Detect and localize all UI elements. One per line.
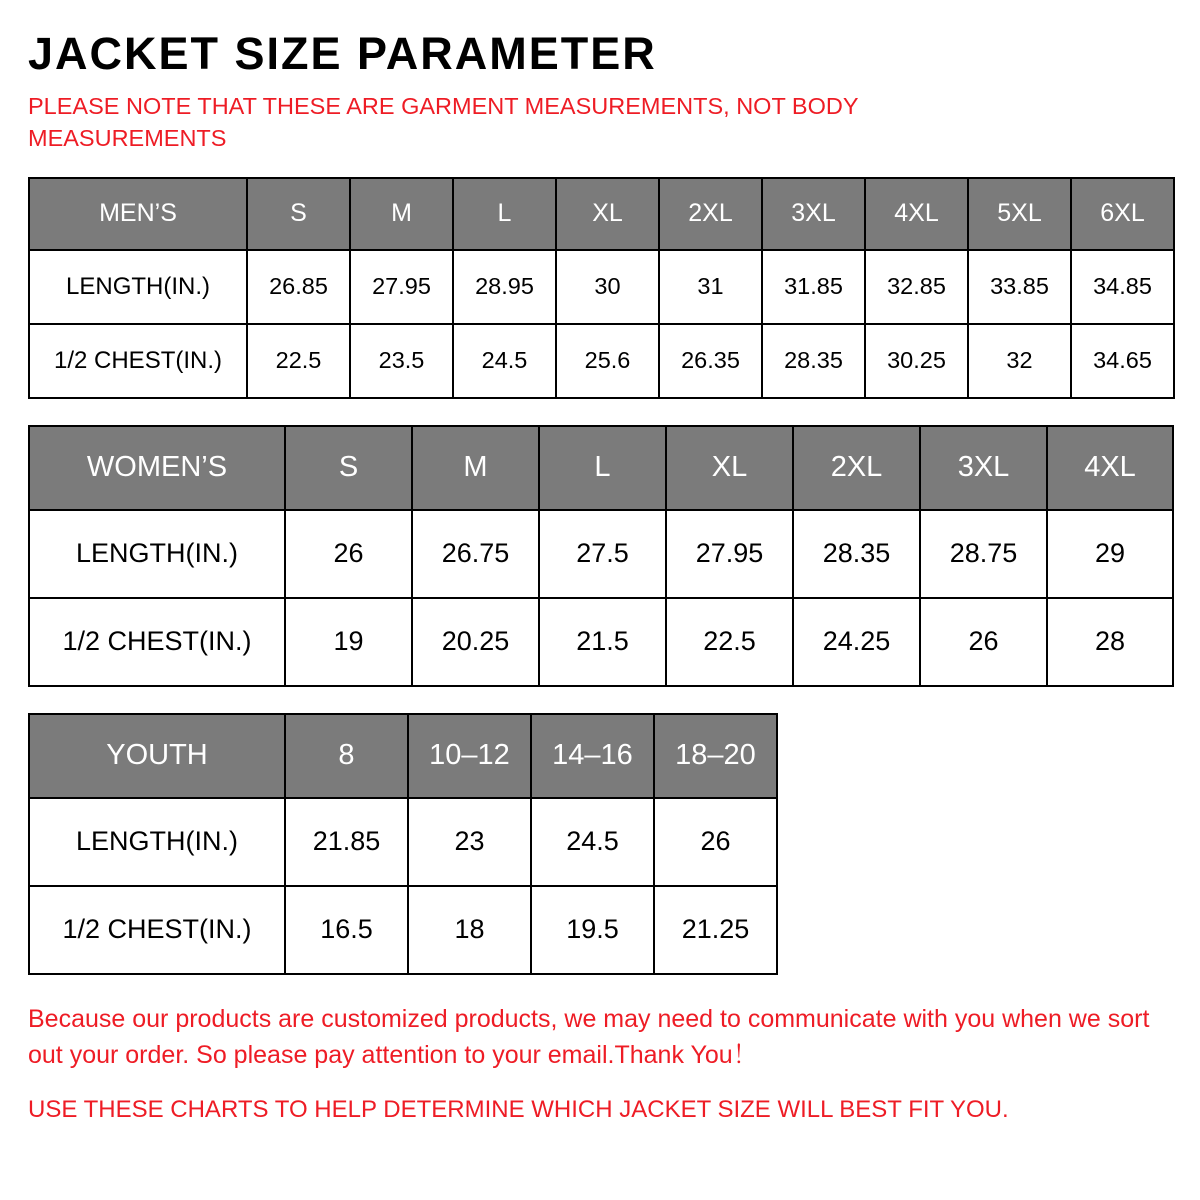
men-length-3xl: 31.85 [762, 250, 865, 324]
women-length-3xl: 28.75 [920, 510, 1047, 598]
men-header-m: M [350, 178, 453, 250]
women-chest-s: 19 [285, 598, 412, 686]
youth-chest-10-12: 18 [408, 886, 531, 974]
men-header-6xl: 6XL [1071, 178, 1174, 250]
youth-length-8: 21.85 [285, 798, 408, 886]
youth-header-10-12: 10–12 [408, 714, 531, 798]
womens-size-table [28, 425, 1174, 687]
women-header-4xl: 4XL [1047, 426, 1173, 510]
men-header-s: S [247, 178, 350, 250]
women-header-3xl: 3XL [920, 426, 1047, 510]
men-header-l: L [453, 178, 556, 250]
women-length-l: 27.5 [539, 510, 666, 598]
men-length-5xl: 33.85 [968, 250, 1071, 324]
women-length-s: 26 [285, 510, 412, 598]
men-chest-6xl: 34.65 [1071, 324, 1174, 398]
women-row-label-length: LENGTH(IN.) [29, 510, 285, 598]
men-chest-l: 24.5 [453, 324, 556, 398]
footer-note-customized: Because our products are customized products, we may need to communicate with you when we sort out your order. So please pay attention to your email.Thank You！ [28, 1004, 1150, 1069]
women-header-label: WOMEN’S [29, 426, 285, 510]
women-row-label-chest: 1/2 CHEST(IN.) [29, 598, 285, 686]
youth-header-14-16: 14–16 [531, 714, 654, 798]
men-chest-2xl: 26.35 [659, 324, 762, 398]
table-row [29, 798, 777, 886]
page-title: JACKET SIZE PARAMETER [28, 28, 657, 79]
men-header-2xl: 2XL [659, 178, 762, 250]
men-length-l: 28.95 [453, 250, 556, 324]
women-chest-l: 21.5 [539, 598, 666, 686]
women-header-s: S [285, 426, 412, 510]
women-chest-xl: 22.5 [666, 598, 793, 686]
men-chest-xl: 25.6 [556, 324, 659, 398]
women-header-xl: XL [666, 426, 793, 510]
women-header-2xl: 2XL [793, 426, 920, 510]
women-length-m: 26.75 [412, 510, 539, 598]
men-header-label: MEN’S [29, 178, 247, 250]
men-chest-m: 23.5 [350, 324, 453, 398]
women-chest-m: 20.25 [412, 598, 539, 686]
youth-length-14-16: 24.5 [531, 798, 654, 886]
youth-header-8: 8 [285, 714, 408, 798]
women-chest-4xl: 28 [1047, 598, 1173, 686]
youth-size-table [28, 713, 778, 975]
table-row [29, 250, 1174, 324]
men-length-s: 26.85 [247, 250, 350, 324]
men-length-6xl: 34.85 [1071, 250, 1174, 324]
men-chest-3xl: 28.35 [762, 324, 865, 398]
women-length-4xl: 29 [1047, 510, 1173, 598]
youth-chest-14-16: 19.5 [531, 886, 654, 974]
table-row [29, 324, 1174, 398]
women-length-xl: 27.95 [666, 510, 793, 598]
women-header-m: M [412, 426, 539, 510]
women-chest-3xl: 26 [920, 598, 1047, 686]
youth-header-label: YOUTH [29, 714, 285, 798]
men-chest-s: 22.5 [247, 324, 350, 398]
footer-notes [28, 1001, 1172, 1128]
youth-row-label-chest: 1/2 CHEST(IN.) [29, 886, 285, 974]
table-header-row [29, 178, 1174, 250]
youth-chest-8: 16.5 [285, 886, 408, 974]
footer-note-charts: USE THESE CHARTS TO HELP DETERMINE WHICH JACKET SIZE WILL BEST FIT YOU. [28, 1096, 1009, 1124]
men-length-4xl: 32.85 [865, 250, 968, 324]
table-header-row [29, 714, 777, 798]
table-row [29, 598, 1173, 686]
mens-size-table [28, 177, 1175, 399]
men-header-3xl: 3XL [762, 178, 865, 250]
women-length-2xl: 28.35 [793, 510, 920, 598]
measurement-note: PLEASE NOTE THAT THESE ARE GARMENT MEASUREMENTS, NOT BODY MEASUREMENTS [28, 93, 859, 151]
table-row [29, 886, 777, 974]
men-length-2xl: 31 [659, 250, 762, 324]
men-length-xl: 30 [556, 250, 659, 324]
men-header-xl: XL [556, 178, 659, 250]
men-row-label-chest: 1/2 CHEST(IN.) [29, 324, 247, 398]
youth-chest-18-20: 21.25 [654, 886, 777, 974]
men-header-4xl: 4XL [865, 178, 968, 250]
women-header-l: L [539, 426, 666, 510]
women-chest-2xl: 24.25 [793, 598, 920, 686]
table-header-row [29, 426, 1173, 510]
youth-length-10-12: 23 [408, 798, 531, 886]
men-header-5xl: 5XL [968, 178, 1071, 250]
men-length-m: 27.95 [350, 250, 453, 324]
youth-header-18-20: 18–20 [654, 714, 777, 798]
men-chest-5xl: 32 [968, 324, 1071, 398]
youth-row-label-length: LENGTH(IN.) [29, 798, 285, 886]
men-chest-4xl: 30.25 [865, 324, 968, 398]
youth-length-18-20: 26 [654, 798, 777, 886]
table-row [29, 510, 1173, 598]
men-row-label-length: LENGTH(IN.) [29, 250, 247, 324]
